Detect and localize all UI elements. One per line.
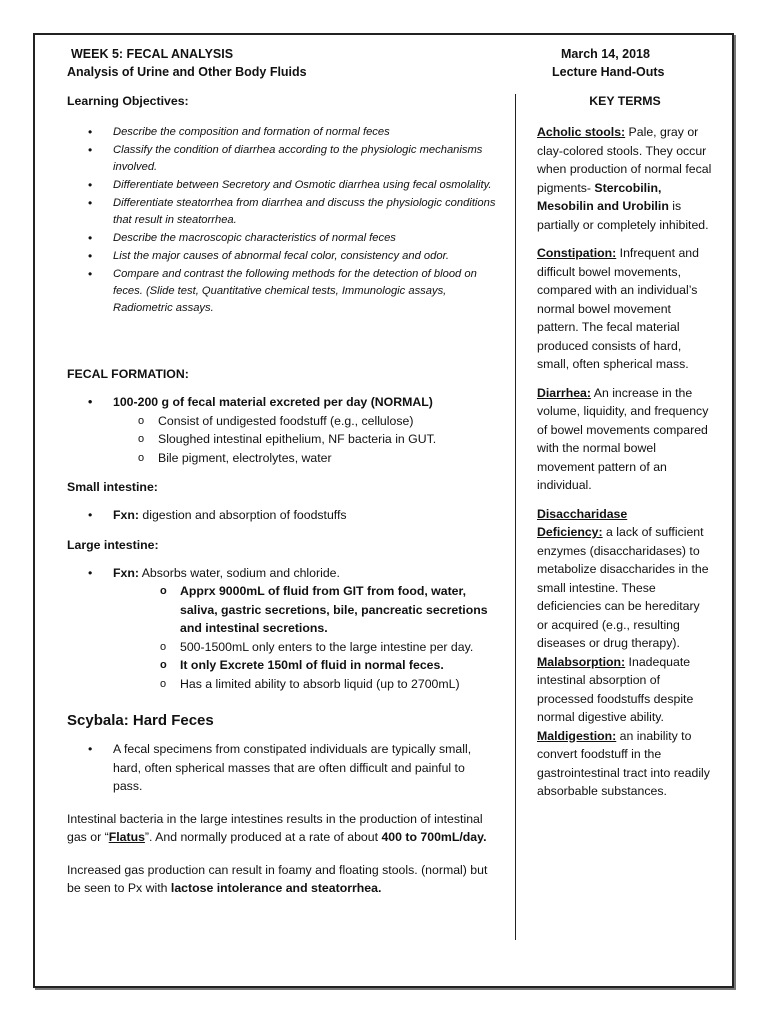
flatus-text-b: ”. And normally produced at a rate of about	[144, 830, 382, 844]
key-terms-column	[537, 93, 713, 801]
gas-conditions: lactose intolerance and steatorrhea.	[170, 881, 382, 895]
list-item: o Consist of undigested foodstuff (e.g., cellulose)	[113, 412, 497, 431]
fecal-amount-text: 100-200 g of fecal material excreted per day	[113, 395, 371, 409]
term-definition: An increase in the volume, liquidity, and frequency of bowel movements compared with the normal bowel movement pattern of an individual.	[537, 385, 709, 492]
list-item: o Apprx 9000mL of fluid from GIT from food, water, saliva, gastric secretions, bile, pancreatic secretions and intestinal secretions.	[135, 582, 497, 638]
objective-item: • Compare and contrast the following methods for the detection of blood on feces. (Slide test, Quantitative chemical tests, Immunologic assays, Radiometric assays.	[67, 266, 497, 317]
objectives-title: Learning Objectives:	[67, 94, 189, 108]
large-intestine-list	[67, 564, 497, 694]
list-item	[67, 393, 497, 467]
large-intestine-title: Large intestine:	[67, 537, 159, 552]
term-label: Deficiency:	[537, 525, 603, 539]
term-definition: Inadequate intestinal absorption of processed foodstuffs despite normal digestive ability.	[537, 654, 694, 724]
fecal-formation-list	[67, 393, 497, 467]
fecal-formation-title: FECAL FORMATION:	[67, 367, 189, 381]
term-definition: Pale, gray or clay-colored stools. They occur when production of normal fecal pigments-	[537, 125, 712, 195]
flatus-rate: 400 to 700mL/day.	[381, 830, 487, 844]
key-terms-title: KEY TERMS	[589, 94, 661, 108]
fxn-text: Absorbs water, sodium and chloride.	[138, 565, 340, 580]
document-type: Lecture Hand-Outs	[552, 65, 665, 79]
term-constipation	[537, 244, 713, 374]
scybala-list	[67, 740, 497, 796]
flatus-term: Flatus	[108, 830, 145, 844]
term-acholic	[537, 123, 713, 234]
term-definition: a lack of sufficient enzymes (disaccharidases) to metabolize disaccharides in the small intestine. These deficiencies can be hereditary or acquired (e.g., resulting diseases or drug therapy).	[537, 525, 709, 650]
list-item: • A fecal specimens from constipated individuals are typically small, hard, often spherical masses that are often difficult and painful to pass.	[67, 740, 497, 796]
term-malabsorption	[537, 653, 713, 727]
gas-paragraph	[67, 861, 497, 898]
list-item	[67, 506, 497, 525]
course-title: Analysis of Urine and Other Body Fluids	[67, 65, 307, 79]
list-item	[67, 564, 497, 694]
term-label: Diarrhea:	[537, 385, 591, 400]
term-label: Acholic stools:	[537, 125, 626, 139]
list-item: o Sloughed intestinal epithelium, NF bacteria in GUT.	[113, 430, 497, 449]
column-divider	[515, 94, 516, 940]
fxn-label: Fxn:	[113, 565, 139, 580]
term-maldigestion	[537, 727, 713, 801]
objective-item: • List the major causes of abnormal fecal color, consistency and odor.	[67, 248, 497, 265]
normal-tag: (NORMAL)	[370, 395, 433, 409]
term-disaccharidase	[537, 505, 713, 653]
term-label: Constipation:	[537, 246, 617, 260]
gas-text: Increased gas production can result in foamy and floating stools. (normal) but be seen to Px with	[67, 862, 488, 895]
term-label: Malabsorption:	[537, 654, 626, 669]
objective-item: • Classify the condition of diarrhea according to the physiologic mechanisms involved.	[67, 142, 497, 176]
week-title: WEEK 5: FECAL ANALYSIS	[71, 47, 234, 61]
flatus-text-a: Intestinal bacteria in the large intestines results in the production of intestinal gas or “	[67, 811, 483, 844]
fxn-text: digestion and absorption of foodstuffs	[138, 508, 347, 522]
term-definition: an inability to convert foodstuff in the gastrointestinal tract into readily absorbable substances.	[537, 728, 710, 798]
scybala-title: Scybala: Hard Feces	[67, 712, 214, 729]
objective-item: • Differentiate steatorrhea from diarrhea and discuss the physiologic conditions that result in steatorrhea.	[67, 195, 497, 229]
list-item: o 500-1500mL only enters to the large intestine per day.	[135, 638, 497, 657]
objective-item: • Describe the macroscopic characteristics of normal feces	[67, 230, 497, 247]
small-intestine-list	[67, 506, 497, 525]
objective-item: • Describe the composition and formation of normal feces	[67, 124, 497, 141]
fecal-sub-list	[113, 412, 497, 468]
list-item: o Bile pigment, electrolytes, water	[113, 449, 497, 468]
term-label: Disaccharidase	[537, 506, 628, 521]
flatus-paragraph	[67, 810, 497, 847]
fxn-label: Fxn:	[113, 508, 139, 522]
list-item: o It only Excrete 150ml of fluid in normal feces.	[135, 656, 497, 675]
term-diarrhea	[537, 384, 713, 495]
large-intestine-sub-list	[135, 582, 497, 693]
objectives-list	[67, 124, 497, 317]
main-column	[67, 93, 497, 898]
objective-item: • Differentiate between Secretory and Osmotic diarrhea using fecal osmolality.	[67, 177, 497, 194]
date: March 14, 2018	[561, 47, 650, 61]
term-label: Maldigestion:	[537, 728, 617, 743]
term-definition: Infrequent and difficult bowel movements, compared with an individual’s normal bowel movement pattern. The fecal material produced consists of hard, small, often spherical mass.	[537, 246, 699, 371]
term-definition: is partially or completely inhibited.	[537, 199, 709, 232]
term-pigments: Stercobilin, Mesobilin and Urobilin	[537, 180, 669, 213]
small-intestine-title: Small intestine:	[67, 480, 158, 494]
list-item: o Has a limited ability to absorb liquid (up to 2700mL)	[135, 675, 497, 694]
